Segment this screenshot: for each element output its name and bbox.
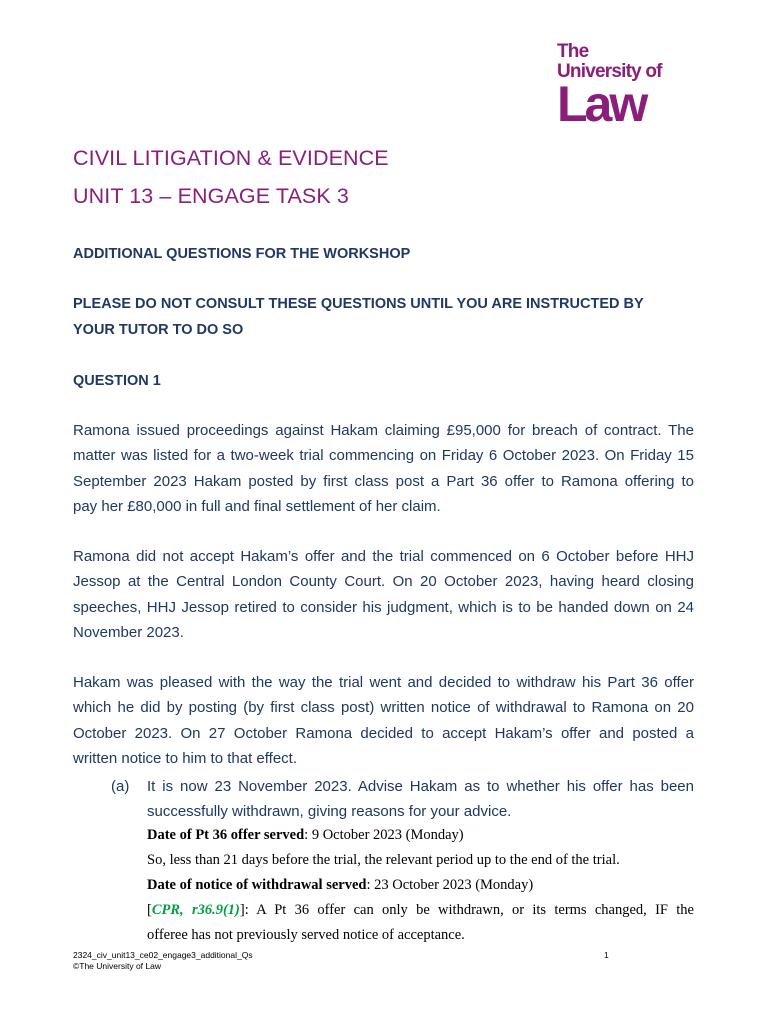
page-number: 1 (604, 950, 609, 960)
paragraph-3 (73, 670, 694, 771)
paragraph-2-line: speeches, HHJ Jessop retired to consider his judgment, which is to be handed down on 24 (73, 598, 694, 616)
cpr-reference-link[interactable]: CPR, r36.9(1) (151, 902, 240, 918)
paragraph-1-line: Ramona issued proceedings against Hakam claiming £95,000 for breach of contract. The (73, 422, 694, 439)
paragraph-3-line: which he did by posting (by first class post) written notice of withdrawal to Ramona on 20 (73, 699, 694, 717)
paragraph-3-line: October 2023. On 27 October Ramona decided to accept Hakam’s offer and posted a (73, 724, 694, 742)
logo-text-university-of: University of (557, 61, 662, 82)
paragraph-3-line: Hakam was pleased with the way the trial went and decided to withdraw his Part 36 offer (73, 674, 694, 691)
answer-cpr-line (147, 898, 694, 923)
paragraph-1-line: matter was listed for a two-week trial commencing on Friday 6 October 2023. On Friday 15 (73, 447, 694, 465)
cpr-line1-text: ]: A Pt 36 offer can only be withdrawn, or its terms changed, IF the (239, 902, 694, 918)
footer (73, 950, 253, 972)
item-a-label: (a) (111, 778, 130, 795)
paragraph-3-line: written notice to him to that effect. (73, 749, 298, 767)
document-title: CIVIL LITIGATION & EVIDENCE (73, 146, 389, 170)
item-a-text (147, 774, 694, 825)
document-subtitle: UNIT 13 – ENGAGE TASK 3 (73, 184, 349, 208)
paragraph-2 (73, 544, 694, 645)
paragraph-2-line: November 2023. (73, 623, 184, 641)
paragraph-1 (73, 418, 694, 519)
paragraph-2-line: Jessop at the Central London County Court. On 20 October 2023, having heard closing (73, 573, 694, 591)
answer-offer-served (147, 823, 694, 848)
paragraph-1-line: pay her £80,000 in full and final settlement of her claim. (73, 497, 441, 515)
answer-offer-served-value: : 9 October 2023 (Monday) (304, 827, 464, 843)
logo-text-the: The (557, 41, 589, 62)
answer-withdrawal (147, 873, 694, 898)
warning-heading-line1: PLEASE DO NOT CONSULT THESE QUESTIONS UNTIL YOU ARE INSTRUCTED BY (73, 296, 644, 312)
item-a-line: successfully withdrawn, giving reasons for your advice. (147, 803, 512, 821)
warning-heading-line2: YOUR TUTOR TO DO SO (73, 322, 244, 338)
footer-reference: 2324_civ_unit13_ce02_engage3_additional_Qs (73, 950, 253, 960)
paragraph-1-line: September 2023 Hakam posted by first class post a Part 36 offer to Ramona offering to (73, 472, 694, 490)
university-logo (557, 41, 677, 132)
answer-period-note: So, less than 21 days before the trial, the relevant period up to the end of the trial. (147, 852, 620, 868)
question-heading: QUESTION 1 (73, 373, 161, 389)
answer-withdrawal-value: : 23 October 2023 (Monday) (366, 877, 534, 893)
paragraph-2-line: Ramona did not accept Hakam’s offer and the trial commenced on 6 October before HHJ (73, 548, 694, 565)
additional-questions-heading: ADDITIONAL QUESTIONS FOR THE WORKSHOP (73, 246, 411, 262)
logo-text-law: Law (557, 76, 646, 132)
answer-offer-served-label: Date of Pt 36 offer served (147, 827, 305, 843)
answer-cpr-note (147, 898, 694, 948)
item-a-line: It is now 23 November 2023. Advise Hakam as to whether his offer has been (147, 778, 694, 795)
footer-copyright: ©The University of Law (73, 961, 161, 971)
answer-cpr-line: offeree has not previously served notice of acceptance. (147, 927, 465, 943)
answer-withdrawal-label: Date of notice of withdrawal served (147, 877, 367, 893)
cpr-open-bracket: [ (147, 902, 152, 918)
